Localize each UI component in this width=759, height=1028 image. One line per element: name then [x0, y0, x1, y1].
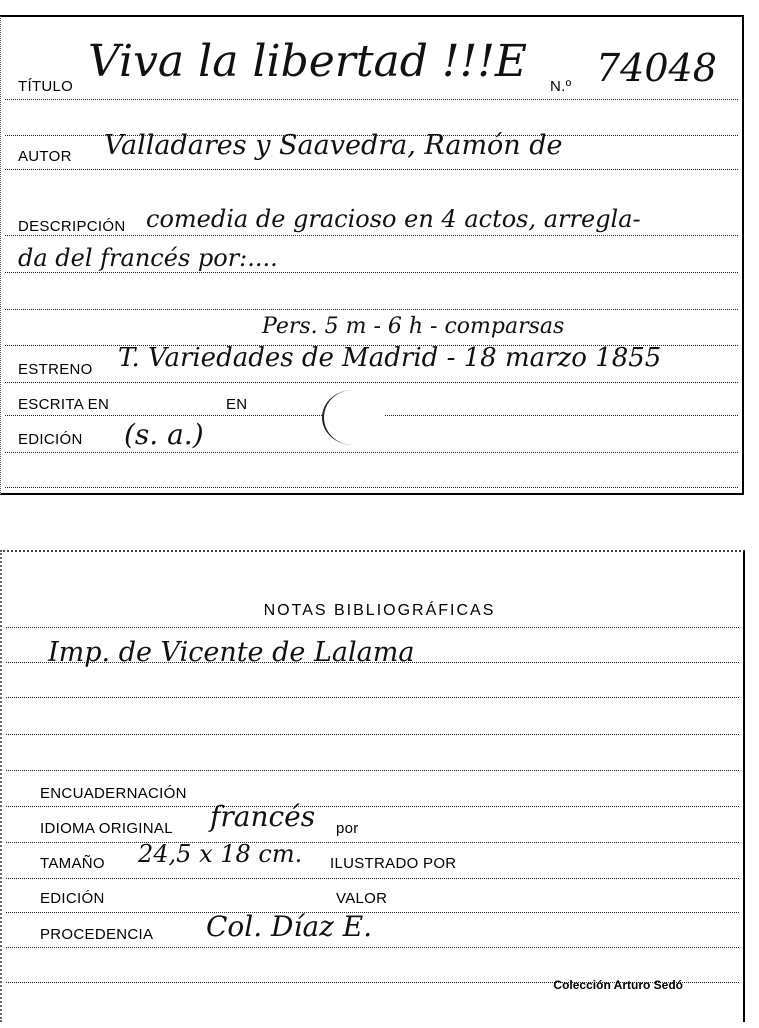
descripcion-value-line1: comedia de gracioso en 4 actos, arregla-: [146, 205, 641, 233]
ruled-line: [5, 272, 738, 273]
ruled-line: [6, 770, 739, 771]
edicion-label-2: EDICIÓN: [40, 890, 105, 907]
ruled-line: [6, 947, 739, 948]
ruled-line: [5, 309, 738, 310]
titulo-value: Viva la libertad !!!E: [88, 36, 528, 87]
ruled-line: [5, 235, 738, 236]
tamano-value: 24,5 x 18 cm.: [138, 840, 303, 868]
ruled-line: [6, 878, 739, 879]
numero-value: 74048: [596, 46, 717, 90]
edicion-label: EDICIÓN: [18, 431, 83, 448]
ruled-line: [6, 912, 739, 913]
idioma-label: IDIOMA ORIGINAL: [40, 820, 173, 837]
idioma-value: francés: [210, 800, 316, 833]
ilustrado-label: ILUSTRADO POR: [330, 855, 457, 872]
footer-collection: Colección Arturo Sedó: [553, 978, 683, 992]
ruled-line: [5, 487, 738, 488]
estreno-value: T. Variedades de Madrid - 18 marzo 1855: [118, 343, 662, 373]
ruled-line: [5, 169, 738, 170]
descripcion-value-line2: da del francés por:....: [18, 244, 278, 272]
ruled-line: [5, 382, 738, 383]
escrita-en-label: ESCRITA EN: [18, 396, 110, 413]
estreno-label: ESTRENO: [18, 361, 93, 378]
descripcion-label: DESCRIPCIÓN: [18, 218, 126, 235]
valor-label: VALOR: [336, 890, 388, 907]
ruled-line: [6, 734, 739, 735]
notas-title: NOTAS BIBLIOGRÁFICAS: [263, 602, 496, 619]
personajes-value: Pers. 5 m - 6 h - comparsas: [262, 314, 565, 339]
titulo-label: TÍTULO: [18, 78, 74, 95]
ruled-line: [6, 806, 739, 807]
ruled-line: [6, 627, 739, 628]
en-label: EN: [226, 396, 248, 413]
punch-hole: [322, 390, 384, 445]
edicion-value: (s. a.): [124, 418, 204, 451]
notas-value: Imp. de Vicente de Lalama: [48, 637, 415, 668]
numero-label: N.º: [550, 78, 572, 95]
procedencia-value: Col. Díaz E.: [206, 910, 373, 943]
autor-label: AUTOR: [18, 148, 72, 165]
ruled-line: [6, 697, 739, 698]
encuadernacion-label: ENCUADERNACIÓN: [40, 785, 187, 802]
ruled-line: [6, 842, 739, 843]
procedencia-label: PROCEDENCIA: [40, 926, 154, 943]
ruled-line: [5, 452, 738, 453]
autor-value: Valladares y Saavedra, Ramón de: [104, 130, 563, 161]
por-label: por: [336, 820, 359, 837]
ruled-line: [5, 99, 738, 100]
tamano-label: TAMAÑO: [40, 855, 105, 872]
